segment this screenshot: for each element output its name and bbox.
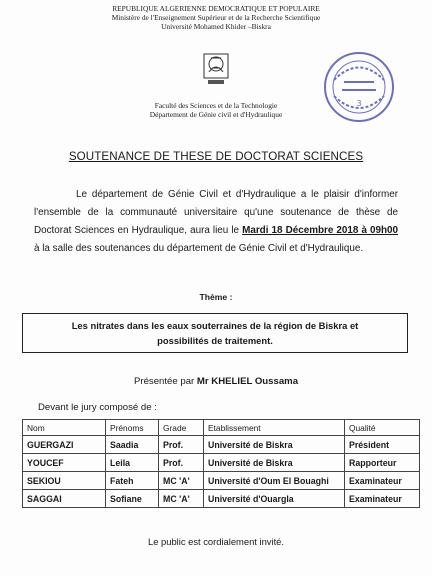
announcement-paragraph [34,186,398,258]
jury-prenom: Leila [106,454,159,472]
table-row [23,454,420,472]
header-republic: REPUBLIQUE ALGERIENNE DEMOCRATIQUE ET POPULAIRE [112,4,320,13]
jury-etablissement: Université d'Oum El Bouaghi [204,472,345,490]
col-header-nom: Nom [23,420,106,436]
jury-qualite: Examinateur [345,490,420,508]
jury-nom: GUERGAZI [23,436,106,454]
presenter-name: Mr KHELIEL Oussama [196,376,299,387]
department-stamp-icon [322,50,396,124]
table-row [23,472,420,490]
header-department: Département de Génie civil et d'Hydraulique [149,110,283,119]
jury-nom: YOUCEF [23,454,106,472]
theme-line-1: Les nitrates dans les eaux souterraines de la région de Biskra et [71,320,359,331]
jury-table [22,419,420,508]
col-header-etablissement: Etablissement [204,420,345,436]
table-row [23,490,420,508]
presenter-prefix: Présentée par [133,376,197,387]
jury-intro: Devant le jury composé de : [38,402,157,413]
jury-etablissement: Université de Biskra [204,436,345,454]
jury-nom: SAGGAI [23,490,106,508]
announcement-text-start: Le département de Génie Civil et d'Hydraulique a le plaisir d'informer l'ensemble de la communauté universitaire qu'une soutenance de thèse de Doctorat Sciences en Hydraulique, aura lieu le [34,189,398,236]
table-row [23,436,420,454]
svg-text:3: 3 [356,99,362,108]
university-logo-icon [200,50,232,88]
header-university: Université Mohamed Khider –Biskra [161,22,271,31]
jury-grade: MC 'A' [159,472,204,490]
col-header-grade: Grade [159,420,204,436]
jury-nom: SEKIOU [23,472,106,490]
theme-line-2: possibilités de traitement. [157,335,273,346]
jury-qualite: Examinateur [345,472,420,490]
jury-etablissement: Université d'Ouargla [204,490,345,508]
jury-qualite: Président [345,436,420,454]
theme-label: Thème : [199,292,233,302]
defense-date: Mardi 18 Décembre 2018 à 09h00 [242,225,398,236]
jury-prenom: Fateh [106,472,159,490]
jury-qualite: Rapporteur [345,454,420,472]
col-header-prenoms: Prénoms [106,420,159,436]
jury-prenom: Saadia [106,436,159,454]
jury-grade: MC 'A' [159,490,204,508]
theme-box [22,313,408,353]
presenter-line [0,376,432,387]
jury-header-row [23,420,420,436]
jury-grade: Prof. [159,436,204,454]
jury-grade: Prof. [159,454,204,472]
col-header-qualite: Qualité [345,420,420,436]
closing-line: Le public est cordialement invité. [147,536,284,547]
jury-etablissement: Université de Biskra [204,454,345,472]
header-ministry: Ministère de l'Enseignement Supérieur et de la Recherche Scientifique [111,13,321,22]
jury-prenom: Sofiane [106,490,159,508]
header-faculty: Faculté des Sciences et de la Technologie [154,101,278,110]
letterhead [0,4,432,31]
announcement-text-end: à la salle des soutenances du département de Génie Civil et d'Hydraulique. [34,243,364,254]
page-title: SOUTENANCE DE THESE DE DOCTORAT SCIENCES [68,150,364,163]
